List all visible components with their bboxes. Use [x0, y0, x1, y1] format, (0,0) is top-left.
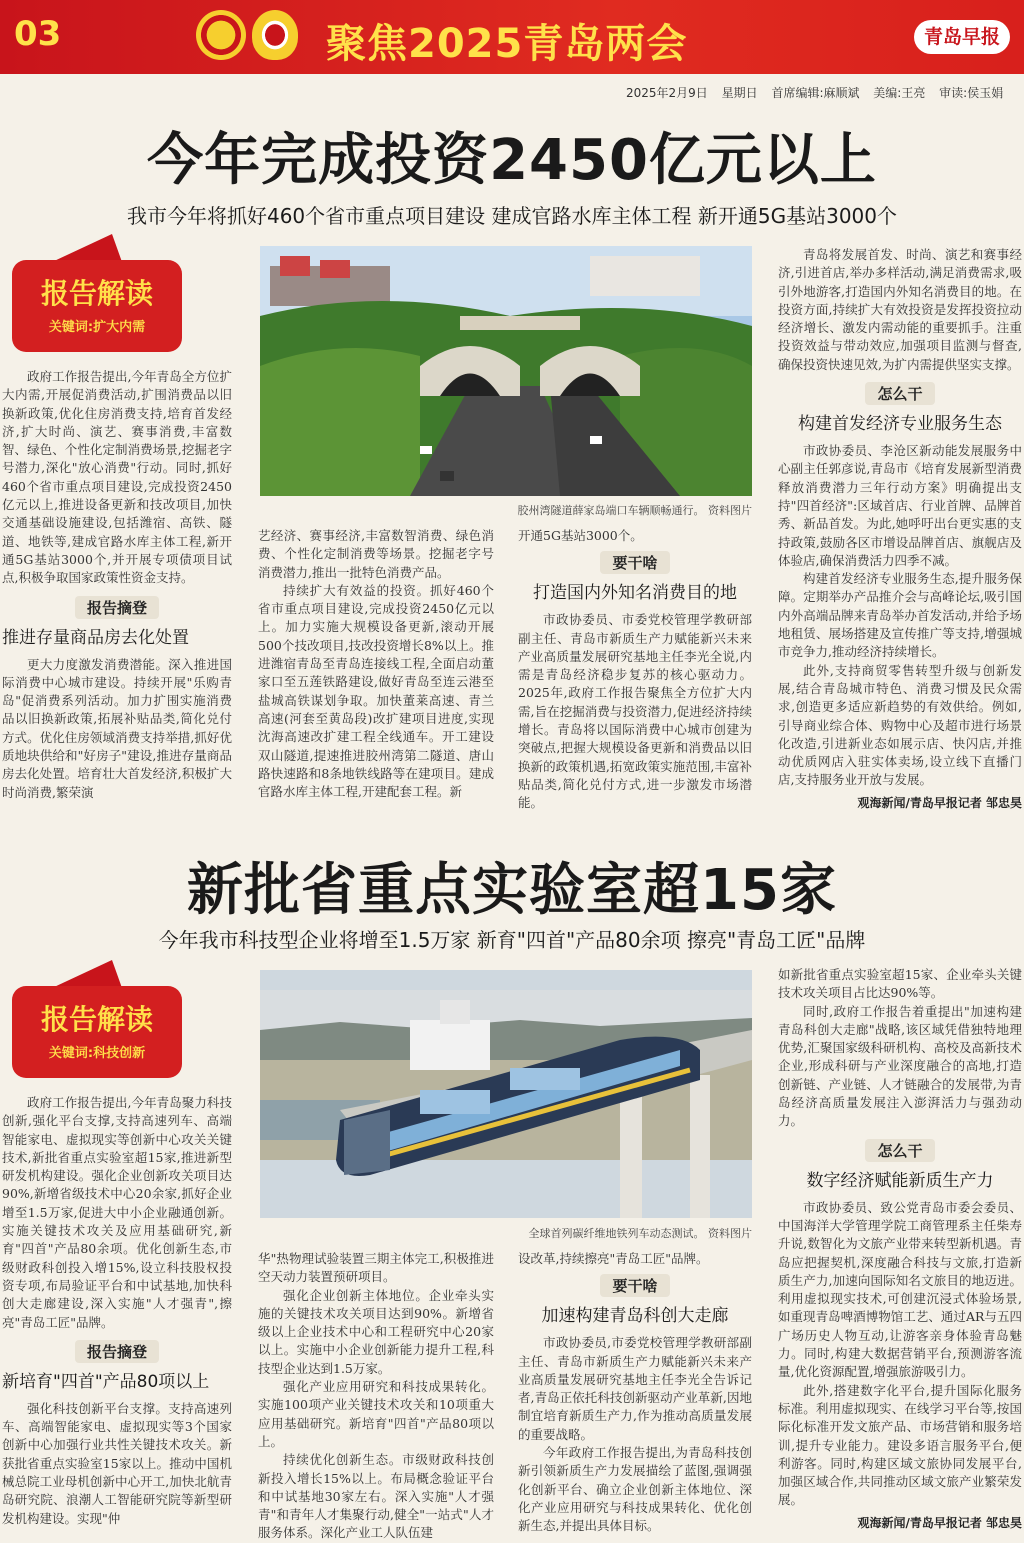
col4-head: 构建首发经济专业服务生态	[798, 414, 1002, 435]
article2-subtitle: 今年我市科技型企业将增至1.5万家 新育"四首"产品80余项 擦亮"青岛工匠"品牌	[158, 928, 866, 952]
col3-text: 市政协委员、市委党校管理学教研部副主任、青岛市新质生产力赋能新兴未来产业高质量发展研究基地主任李光全说,内需是青岛经济稳步复苏的核心驱动力。2025年,政府工作报告聚焦全方位扩大内需,旨在挖掘消费与投资潜力,促进经济持续增长。青岛将以国际消费中心城市创建为突破点,把握大规模设备更新和消费品以旧换新的政策机遇,拓宽政策实施范围,丰富补贴品类,简化兑付方式,进一步激发市场潜能。	[518, 612, 752, 811]
plan-tag: 要干啥	[600, 551, 669, 574]
article1-badge	[12, 260, 182, 352]
cppcc-emblem-icon	[252, 10, 298, 60]
article1-title: 今年完成投资2450亿元以上	[147, 128, 877, 193]
article2-col3-top: 设改革,持续擦亮"青岛工匠"品牌。	[518, 1251, 709, 1266]
col4-text1: 市政协委员、李沧区新动能发展服务中心副主任郭彦说,青岛市《培育发展新型消费释放消费潜力三年行动方案》明确提出支持"四首经济":区域首店、行业首牌、品牌首秀、新品首发。为此,她呼吁出台更实惠的支持政策,鼓励各区市增设品牌首店、旗舰店及体验店,确保消费活力四季不减。	[778, 443, 1022, 568]
article2-col3	[518, 1250, 752, 1534]
digest-text: 强化科技创新平台支撑。支持高速列车、高端智能家电、虚拟现实等3个国家创新中心加强行业共性关键技术攻关。新获批省重点实验室15家以上。推动中国机械总院工业母机创新中心开工,加快北航青岛研究院、浪潮人工智能研究院等新型研发机构建设。实现"仲	[2, 1400, 232, 1526]
article1-photo-caption: 胶州湾隧道薛家岛端口车辆顺畅通行。 资料图片	[517, 504, 752, 517]
col4-text2: 构建首发经济专业服务生态,提升服务保障。定期举办产品推介会与高峰论坛,吸引国内外高端品牌来青岛举办首发活动,并给予场地租赁、展场搭建及宣传推广等支持,增强城市竞争力,推动经济持续增长。	[778, 571, 1022, 660]
col3-head: 打造国内外知名消费目的地	[533, 583, 737, 604]
article2-col2	[258, 1250, 494, 1541]
col4-text2: 此外,搭建数字化平台,提升国际化服务标准。利用虚拟现实、在线学习平台等,按国际化标准开发文旅产品、市场营销和服务培训,提升专业能力。建设多语言服务平台,便利游客。同时,构建区域文旅协同发展平台,加强区域合作,共同推动区域文旅产业繁荣发展。	[778, 1382, 1022, 1508]
tunnel-photo	[260, 246, 752, 496]
digest-tag: 报告摘登	[75, 596, 159, 619]
digest-tag: 报告摘登	[75, 1340, 159, 1363]
article1-col4	[778, 246, 1022, 794]
article1-col2-cont: 艺经济、赛事经济,丰富数智消费、绿色消费、个性化定制消费等场景。挖掘老字号消费潜力,推出一批特色消费产品。	[258, 528, 494, 580]
article2-col2-para3: 持续优化创新生态。市级财政科技创新投入增长15%以上。布局概念验证平台和中试基地30家左右。深入实施"人才强青"和青年人才集聚行动,健全"一站式"人才服务体系。深化产业工人队伍建	[258, 1452, 494, 1541]
article1-col3	[518, 527, 752, 809]
article1-byline: 观海新闻/青岛早报记者 邹忠昊	[857, 796, 1022, 810]
article2-photo-caption: 全球首列碳纤维地铁列车动态测试。 资料图片	[528, 1227, 752, 1240]
article1-col2	[258, 527, 494, 809]
article2-col4	[778, 966, 1022, 1511]
article2-col2-para1: 强化企业创新主体地位。企业牵头实施的关键技术攻关项目达到90%。新增省级以上企业技术中心和工程研究中心20家以上。实施中小企业创新能力提升工程,科技型企业达到1.5万家。	[258, 1287, 494, 1376]
banner-title: 聚焦2025青岛两会	[326, 21, 688, 67]
edition-meta: 2025年2月9日 星期日 首席编辑:麻顺斌 美编:王亮 审读:侯玉娟	[626, 86, 1004, 100]
action-tag: 怎么干	[865, 1139, 934, 1162]
badge-keyword: 关键词:科技创新	[48, 1046, 146, 1061]
col3-text2: 今年政府工作报告提出,为青岛科技创新引领新质生产力发展描绘了蓝图,强调强化创新平台、确立企业创新主体地位、深化产业应用研究与科技成果转化、优化创新生态,并提出具体目标。	[518, 1445, 752, 1534]
col4-text3: 此外,支持商贸零售转型升级与创新发展,结合青岛城市特色、消费习惯及民众需求,创造更多适应新趋势的有效供给。例如,引导商业综合体、购物中心及超市进行场景化改造,引进新业态如展示店、快闪店,并推动优质网店入驻实体卖场,设立线下直播门店,支持服务业开放与发展。	[778, 662, 1022, 788]
train-photo	[260, 970, 752, 1218]
national-emblem-icon	[196, 10, 246, 60]
paper-logo: 青岛早报	[914, 20, 1010, 54]
article2-badge	[12, 986, 182, 1078]
digest-head: 推进存量商品房去化处置	[2, 627, 189, 648]
article2-col2-para2: 强化产业应用研究和科技成果转化。实施100项产业关键技术攻关和10项重大应用基础研究。新培育"四首"产品80项以上。	[258, 1379, 494, 1449]
article1-col2-para: 持续扩大有效益的投资。抓好460个省市重点项目建设,完成投资2450亿元以上。加力实施大规模设备更新,滚动开展500个技改项目,技改投资增长8%以上。推进潍宿青岛至青岛连接线工程,全面启动董家口至五莲铁路建设,做好青岛至连云港至盐城高铁谋划争取。加快董莱高速、青兰高速(河套至黄岛段)改扩建项目进度,实现沈海高速改扩建工程全线通车。开工建设双山隧道,提速推进胶州湾第二隧道、唐山路快速路和8条地铁线路等在建项目。建成官路水库主体工程,开建配套工程。新	[258, 582, 494, 800]
article2-title: 新批省重点实验室超15家	[187, 858, 837, 923]
article1-col1	[2, 368, 232, 808]
article2-col2-cont: 华"热物理试验装置三期主体完工,积极推进空天动力装置预研项目。	[258, 1251, 494, 1285]
badge-title: 报告解读	[40, 1003, 153, 1036]
col4-top: 如新批省重点实验室超15家、企业牵头关键技术攻关项目占比达90%等。	[778, 967, 1022, 1001]
action-tag: 怎么干	[865, 382, 934, 405]
article1-intro: 政府工作报告提出,今年青岛全方位扩大内需,开展促消费活动,扩围消费品以旧换新政策,优化住房消费支持,培育首发经济,扩大时尚、演艺、赛事消费,丰富数智、绿色、个性化定制消费场景,挖掘老字号潜力,深化"放心消费"行动。同时,抓好460个省市重点项目建设,完成投资2450亿元以上,推进设备更新和技改项目,加快交通基础设施建设,包括潍宿、高铁、隧道、地铁等,建成官路水库主体工程,新开通5G基站3000个,并开展专项债项目试点,积极争取国家政策性资金支持。	[2, 369, 232, 586]
article2-intro: 政府工作报告提出,今年青岛聚力科技创新,强化平台支撑,支持高速列车、高端智能家电、虚拟现实等创新中心攻关关键技术,新批省重点实验室超15家,推进新型研发机构建设。强化企业创新攻关项目达90%,新增省级技术中心20余家,抓好企业增至1.5万家,促进大中小企业融通创新。实施关键技术攻关及应用基础研究,新育"四首"产品80余项。优化创新生态,市级财政科创投入增15%,设立科技股权投资专项,布局验证平台和中试基地,加快科创大走廊建设,深入实施"人才强青",擦亮"青岛工匠"品牌。	[2, 1095, 232, 1330]
col4-head: 数字经济赋能新质生产力	[806, 1170, 994, 1191]
article1-col3-top: 开通5G基站3000个。	[518, 528, 643, 543]
col4-text1: 市政协委员、致公党青岛市委会委员、中国海洋大学管理学院工商管理系主任柴寿升说,数智化为文旅产业带来转型新机遇。青岛应把握契机,深度融合科技与文旅,打造新质生产力,加速向国际知名文旅目的地迈进。利用虚拟现实技术,可创建沉浸式体验场景,如重现青岛啤酒博物馆工艺、通过AR与五四广场历史人物互动,让游客亲身体验青岛魅力。同时,构建大数据营销平台,预测游客流量,优化资源配置,增强旅游吸引力。	[778, 1199, 1022, 1380]
plan-tag: 要干啥	[600, 1274, 669, 1297]
digest-text: 更大力度激发消费潜能。深入推进国际消费中心城市建设。持续开展"乐购青岛"促消费系列活动。加力扩围实施消费品以旧换新政策,拓展补贴品类,简化兑付方式。优化住房领域消费支持举措,抓好优质地块供给和"好房子"建设,推进存量商品房去化处置。培育壮大首发经济,积极扩大时尚消费,繁荣演	[2, 656, 232, 800]
col3-head: 加速构建青岛科创大走廊	[541, 1306, 729, 1327]
article2-col1	[2, 1094, 232, 1531]
badge-keyword: 关键词:扩大内需	[48, 320, 146, 335]
page-number: 03	[14, 14, 62, 54]
col3-text1: 市政协委员,市委党校管理学教研部副主任、青岛市新质生产力赋能新兴未来产业高质量发展研究基地主任李光全告诉记者,青岛正依托科技创新驱动产业革新,因地制宜培育新质生产力,作为推动高质量发展的重要战略。	[518, 1335, 752, 1442]
col4-top: 青岛将发展首发、时尚、演艺和赛事经济,引进首店,举办多样活动,满足消费需求,吸引外地游客,打造国内外知名消费目的地。在投资方面,持续扩大有效投资是发挥投资拉动经济增长、激发内需动能的重要抓手。注重投资效益与带动效应,加强项目监测与督查,确保投资快速见效,为扩内需提供坚实支撑。	[778, 247, 1022, 372]
col4-top2: 同时,政府工作报告着重提出"加速构建青岛科创大走廊"战略,该区域凭借独特地理优势,汇聚国家级科研机构、高校及高新技术企业,形成科研与产业深度融合的高地,打造创新链、产业链、人才链融合的发展带,为青岛经济高质量发展注入澎湃活力与强劲动力。	[778, 1003, 1022, 1129]
digest-head: 新培育"四首"产品80项以上	[2, 1371, 210, 1392]
article1-subtitle: 我市今年将抓好460个省市重点项目建设 建成官路水库主体工程 新开通5G基站3000个	[126, 204, 897, 228]
badge-title: 报告解读	[40, 277, 153, 310]
article2-byline: 观海新闻/青岛早报记者 邹忠昊	[857, 1516, 1022, 1530]
